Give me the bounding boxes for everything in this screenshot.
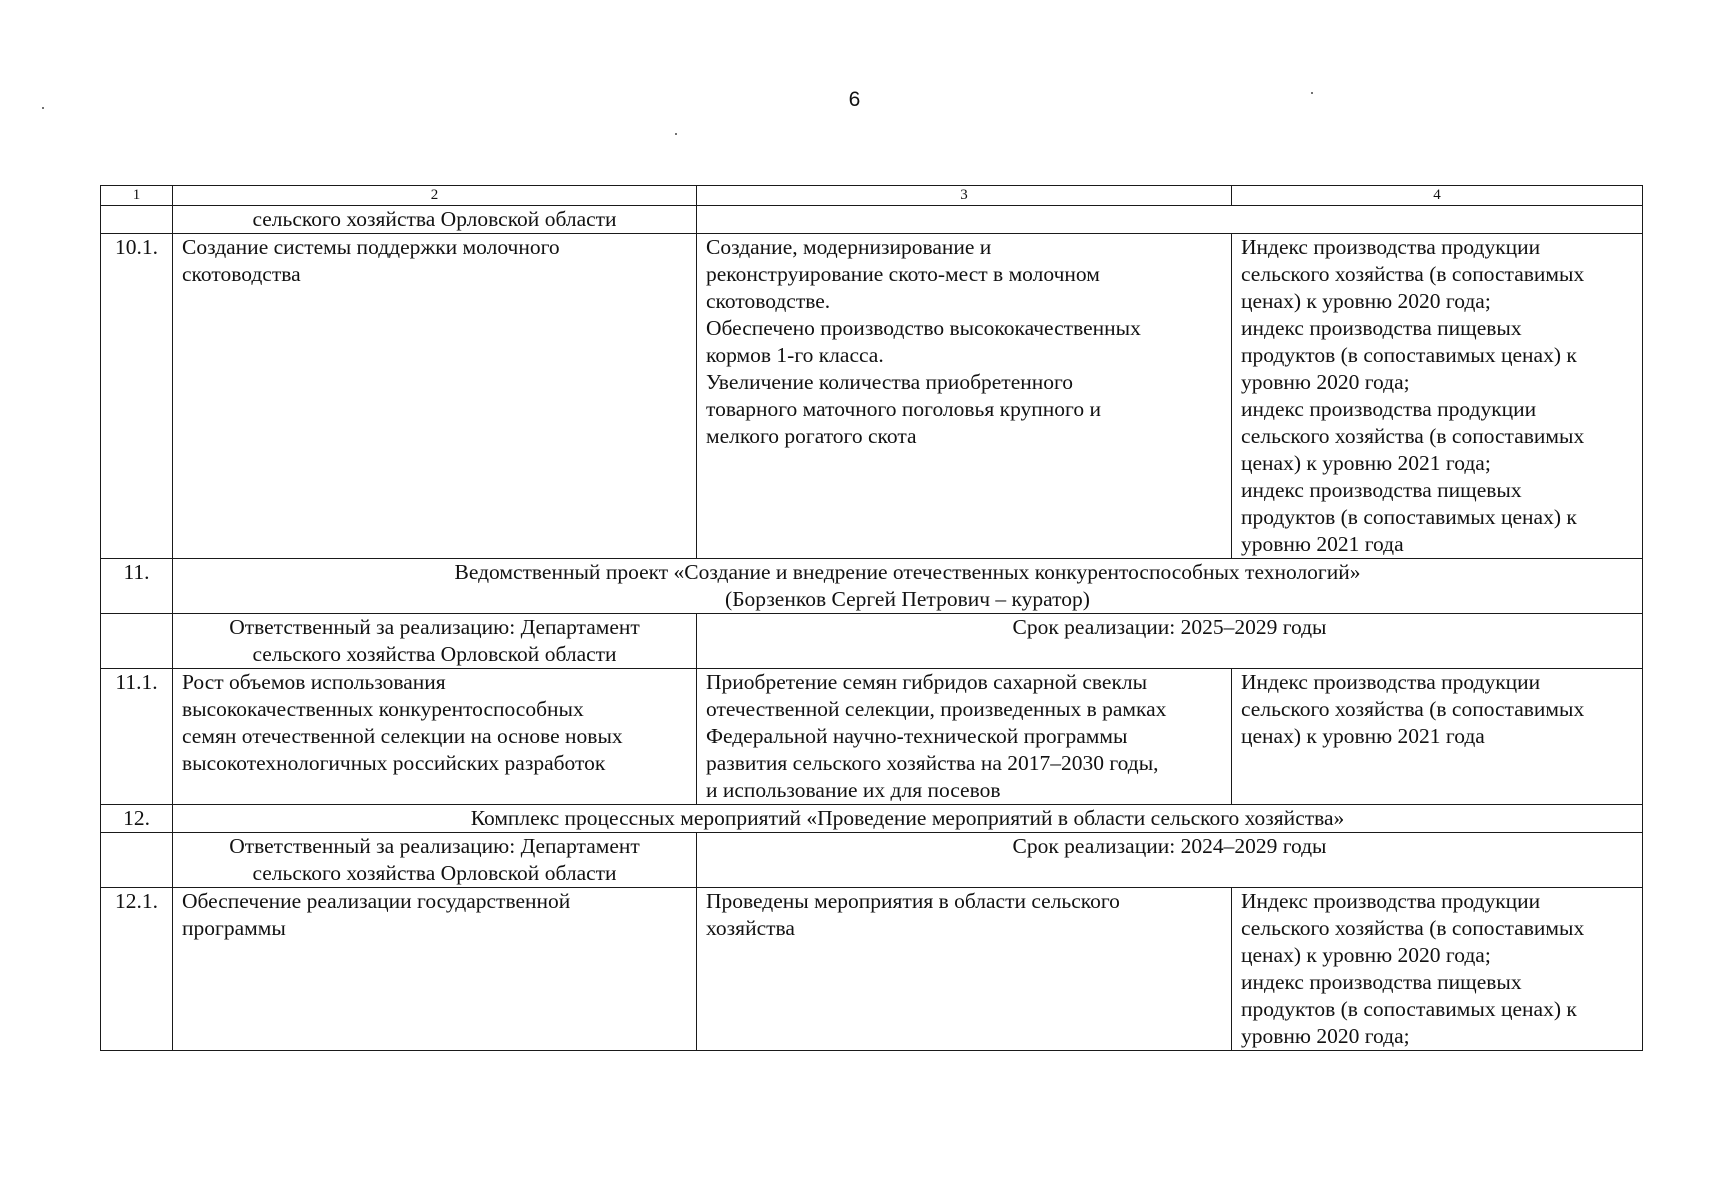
header-col-3: 3 [697, 186, 1232, 206]
header-row [101, 186, 1643, 206]
continuation-text: сельского хозяйства Орловской области [173, 206, 697, 234]
row-number: 12. [101, 805, 173, 833]
row-number: 10.1. [101, 234, 173, 559]
responsible-cell: Ответственный за реализацию: Департамент сельского хозяйства Орловской области [173, 833, 697, 888]
term-cell: Срок реализации: 2025–2029 годы [697, 614, 1643, 669]
row-number: 12.1. [101, 888, 173, 1051]
continuation-row [101, 206, 1643, 234]
header-col-4: 4 [1232, 186, 1643, 206]
result-cell: Приобретение семян гибридов сахарной свеклы отечественной селекции, произведенных в рамках Федеральной научно-технической программы развития сельского хозяйства на 2017–2030 годы, и использование их для посевов [697, 669, 1232, 805]
result-cell: Создание, модернизирование и реконструирование ското-мест в молочном скотоводстве. Обеспечено производство высококачественных кормов 1-го класса. Увеличение количества приобретенного товарного маточного поголовья крупного и мелкого рогатого скота [697, 234, 1232, 559]
responsible-row-12 [101, 833, 1643, 888]
cell-num-empty [101, 833, 173, 888]
complex-row-12 [101, 805, 1643, 833]
task-cell: Обеспечение реализации государственной программы [173, 888, 697, 1051]
task-cell: Рост объемов использования высококачественных конкурентоспособных семян отечественной селекции на основе новых высокотехнологичных российских разработок [173, 669, 697, 805]
project-title: Ведомственный проект «Создание и внедрение отечественных конкурентоспособных технологий» (Борзенков Сергей Петрович – куратор) [173, 559, 1643, 614]
indicator-cell: Индекс производства продукции сельского хозяйства (в сопоставимых ценах) к уровню 2021 года [1232, 669, 1643, 805]
table-row-10-1 [101, 234, 1643, 559]
header-col-2: 2 [173, 186, 697, 206]
task-cell: Создание системы поддержки молочного скотоводства [173, 234, 697, 559]
cell-num-empty [101, 206, 173, 234]
scan-speck [1311, 92, 1313, 94]
scan-speck [675, 133, 677, 135]
row-number: 11. [101, 559, 173, 614]
header-col-1: 1 [101, 186, 173, 206]
result-cell: Проведены мероприятия в области сельского хозяйства [697, 888, 1232, 1051]
term-cell: Срок реализации: 2024–2029 годы [697, 833, 1643, 888]
page-number: 6 [848, 88, 861, 111]
scan-speck [42, 107, 44, 109]
table-row-11-1 [101, 669, 1643, 805]
row-number: 11.1. [101, 669, 173, 805]
indicator-cell: Индекс производства продукции сельского хозяйства (в сопоставимых ценах) к уровню 2020 года; индекс производства пищевых продуктов (в сопоставимых ценах) к уровню 2020 года; индекс производства продукции сельского хозяйства (в сопоставимых ценах) к уровню 2021 года; индекс производства пищевых продуктов (в сопоставимых ценах) к уровню 2021 года [1232, 234, 1643, 559]
table-row-12-1 [101, 888, 1643, 1051]
program-table [100, 185, 1643, 1051]
cell-num-empty [101, 614, 173, 669]
complex-title: Комплекс процессных мероприятий «Проведение мероприятий в области сельского хозяйства» [173, 805, 1643, 833]
continuation-empty-cell [697, 206, 1643, 234]
responsible-cell: Ответственный за реализацию: Департамент сельского хозяйства Орловской области [173, 614, 697, 669]
project-row-11 [101, 559, 1643, 614]
responsible-row-11 [101, 614, 1643, 669]
indicator-cell: Индекс производства продукции сельского хозяйства (в сопоставимых ценах) к уровню 2020 года; индекс производства пищевых продуктов (в сопоставимых ценах) к уровню 2020 года; [1232, 888, 1643, 1051]
